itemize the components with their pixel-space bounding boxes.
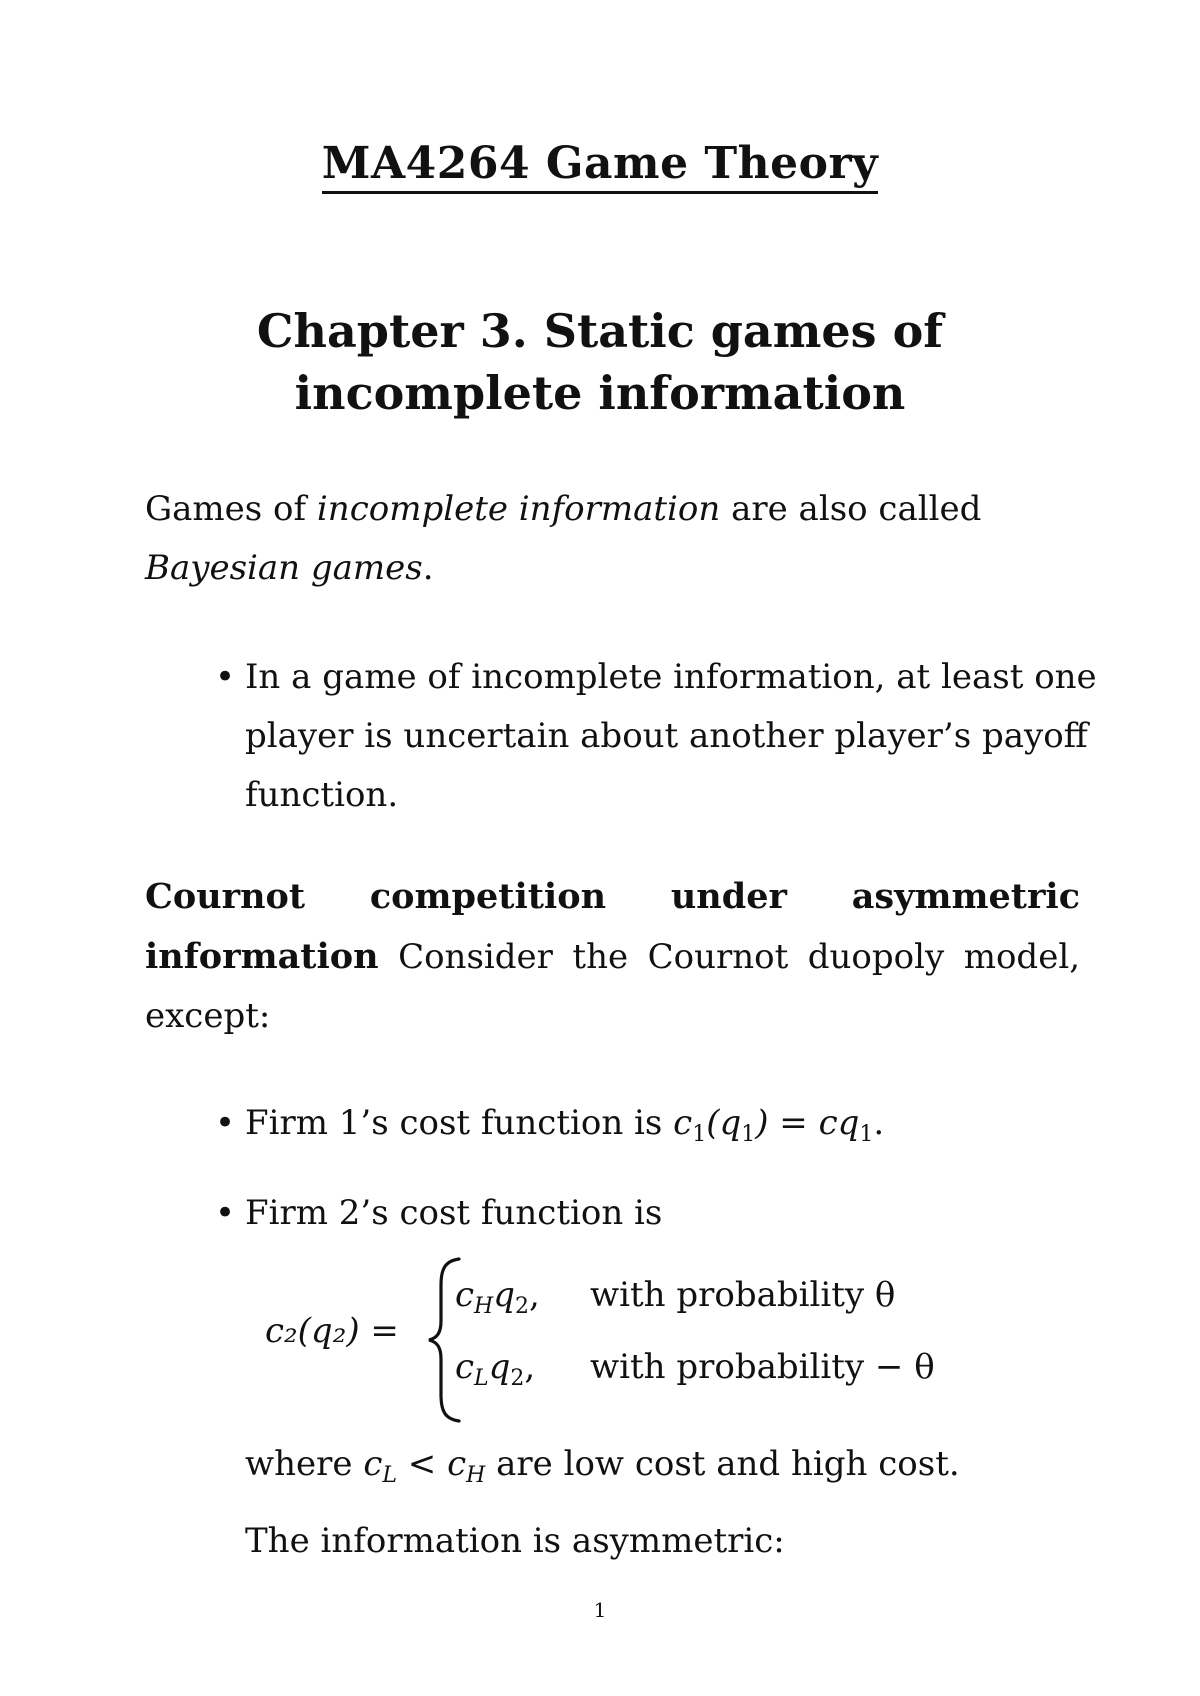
equation-lhs-text: c₂(q₂) = (265, 1311, 399, 1351)
formula-sub-3: 1 (859, 1122, 874, 1147)
equation-case-high (455, 1275, 896, 1319)
section-text: Consider the Cournot duopoly model, except: (145, 937, 1080, 1036)
bullet-item-firm1-cost (215, 1094, 1115, 1164)
where-sub-l: L (382, 1463, 397, 1488)
bullet-text: In a game of incomplete information, at least one player is uncertain about another player’s payoff function. (245, 657, 1097, 815)
case-low-sub: L (474, 1366, 489, 1391)
title-text: MA4264 Game Theory (322, 141, 878, 194)
formula-sub-1: 1 (692, 1122, 707, 1147)
section-heading: Cournot competition under asymmetric information (145, 876, 1080, 977)
formula-end: . (873, 1103, 885, 1143)
equation-lhs (265, 1311, 399, 1351)
case-high-c: c (455, 1275, 475, 1315)
case-low-c: c (455, 1347, 475, 1387)
page-number: 1 (593, 1598, 607, 1622)
where-c-h: c (447, 1444, 467, 1484)
bullet-item-firm2-cost (215, 1184, 1115, 1243)
info-line: The information is asymmetric: (245, 1521, 785, 1561)
where-post: are low cost and high cost. (485, 1444, 960, 1484)
where-c-l: c (363, 1444, 383, 1484)
intro-paragraph (145, 480, 1130, 598)
bullet-item-incomplete-info (215, 648, 1115, 825)
case-low-q: q (488, 1347, 511, 1387)
bullet-icon: • (215, 657, 236, 697)
case-high-q: q (493, 1275, 515, 1315)
formula-paren-q: (q (706, 1103, 742, 1143)
bullet-text: Firm 1’s cost function is (245, 1103, 674, 1143)
bullet-icon: • (215, 1103, 236, 1143)
intro-text-pre: Games of (145, 489, 317, 529)
intro-em-incomplete-information: incomplete information (316, 489, 721, 529)
cournot-section-paragraph (145, 867, 1080, 1046)
document-title (0, 138, 1200, 194)
case-high-qsub: 2 (515, 1294, 529, 1319)
chapter-heading-line-2: incomplete information (294, 366, 906, 420)
intro-text-mid: are also called (720, 489, 982, 529)
case-high-condition: with probability θ (590, 1275, 896, 1315)
case-high-sub: H (474, 1294, 494, 1319)
case-high-comma: , (529, 1275, 540, 1315)
bullet-text: Firm 2’s cost function is (245, 1193, 663, 1233)
where-lt: < (396, 1444, 448, 1484)
formula-sub-2: 1 (741, 1122, 756, 1147)
where-line (245, 1435, 960, 1505)
intro-text-post: . (422, 548, 434, 588)
case-low-qsub: 2 (510, 1366, 525, 1391)
cost-function-equation (265, 1255, 965, 1425)
case-low-comma: , (524, 1347, 536, 1387)
equation-case-low (455, 1347, 935, 1391)
where-sub-h: H (466, 1463, 486, 1488)
case-low-condition: with probability − θ (590, 1347, 935, 1387)
chapter-heading-line-1: Chapter 3. Static games of (256, 304, 944, 358)
formula-rest: ) = cq (755, 1103, 860, 1143)
bullet-icon: • (215, 1193, 236, 1233)
where-pre: where (245, 1444, 364, 1484)
chapter-heading (0, 300, 1200, 424)
formula-c: c (673, 1103, 693, 1143)
intro-em-bayesian-games: Bayesian games (145, 548, 423, 588)
